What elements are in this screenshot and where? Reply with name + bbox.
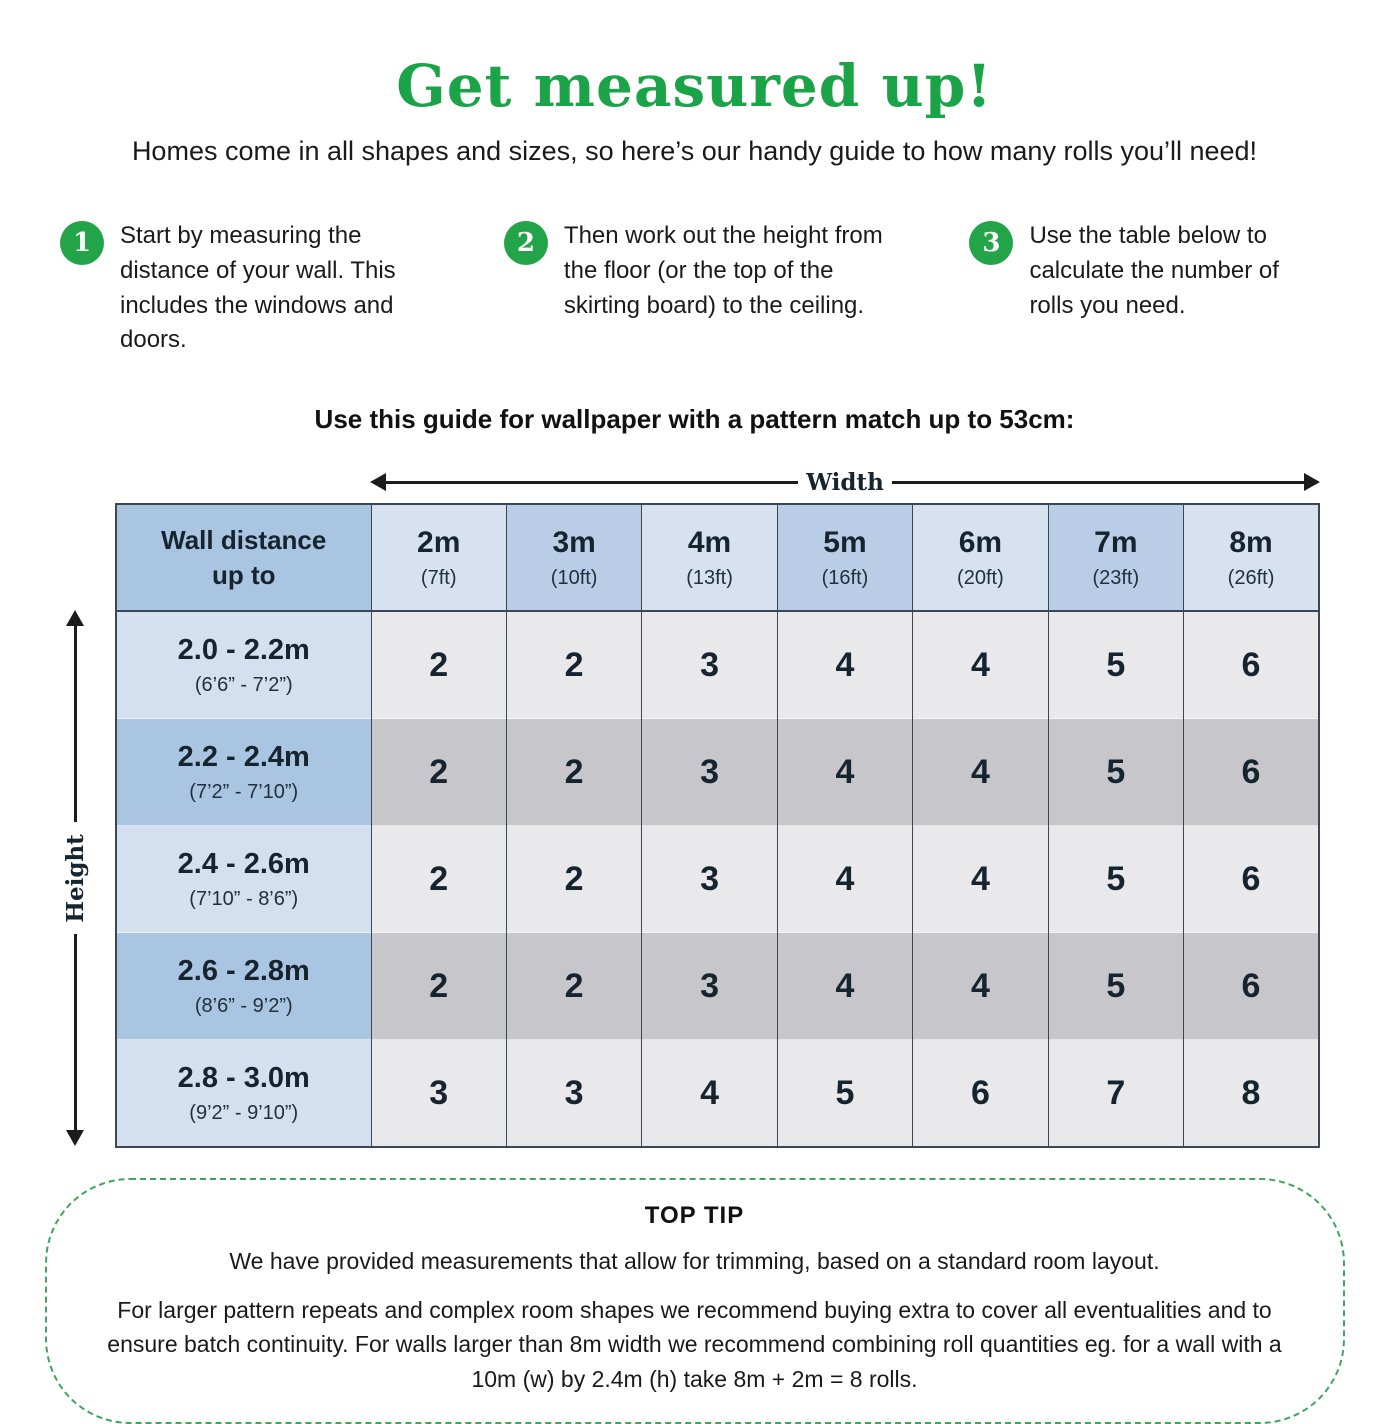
column-header-4m [642, 504, 777, 611]
row-range-m: 2.2 - 2.4m [177, 741, 310, 774]
table-row [116, 1040, 1319, 1148]
column-header-ft: (13ft) [686, 567, 733, 590]
column-header-m: 5m [823, 526, 867, 560]
top-tip-box [45, 1178, 1345, 1424]
roll-count-cell: 7 [1048, 1040, 1183, 1148]
column-header-ft: (7ft) [420, 567, 457, 590]
width-arrow-line [892, 481, 1304, 484]
row-range-ft: (7’10” - 8’6”) [189, 888, 299, 911]
column-header-ft: (23ft) [1092, 567, 1140, 590]
step-3-text: Use the table below to calculate the number of rolls you need. [1029, 222, 1279, 319]
column-header-ft: (16ft) [821, 567, 869, 590]
height-arrow-label: Height [61, 833, 89, 923]
column-header-3m [506, 504, 641, 611]
roll-count-cell: 5 [777, 1040, 912, 1148]
roll-count-cell: 2 [506, 611, 641, 719]
step-1-number-badge: 1 [60, 221, 104, 265]
roll-count-cell: 4 [642, 1040, 777, 1148]
width-arrow-line [386, 481, 798, 484]
corner-header-cell [116, 504, 371, 611]
height-arrow-line [74, 934, 77, 1130]
column-header-6m [913, 504, 1048, 611]
height-arrow-label-box [31, 822, 120, 934]
step-2-text: Then work out the height from the floor (or the top of the skirting board) to the ceiling. [563, 222, 883, 319]
subtitle: Homes come in all shapes and sizes, so here’s our handy guide to how many rolls you’ll need! [131, 136, 1258, 166]
column-header-m: 8m [1229, 526, 1273, 560]
steps-section [0, 219, 1389, 358]
width-arrow-label: Width [806, 468, 884, 496]
top-tip-line-1: We have provided measurements that allow for trimming, based on a standard room layout. [229, 1248, 1160, 1275]
row-range-m: 2.6 - 2.8m [177, 955, 310, 988]
roll-count-cell: 3 [642, 719, 777, 826]
roll-count-cell: 6 [1184, 826, 1319, 933]
roll-count-cell: 2 [506, 719, 641, 826]
rolls-table [115, 503, 1320, 1148]
column-header-m: 3m [552, 526, 596, 560]
roll-count-cell: 2 [371, 826, 506, 933]
column-header-m: 6m [958, 526, 1003, 560]
row-range-ft: (9’2” - 9’10”) [189, 1102, 299, 1125]
column-header-2m [371, 504, 506, 611]
roll-count-cell: 2 [506, 826, 641, 933]
arrow-down-icon [66, 1130, 84, 1146]
row-header-cell [116, 826, 371, 933]
corner-header-text: Wall distance up to [161, 524, 327, 590]
roll-count-cell: 3 [506, 1040, 641, 1148]
step-item-1 [60, 219, 434, 358]
roll-count-cell: 2 [506, 933, 641, 1040]
roll-count-cell: 3 [642, 826, 777, 933]
roll-count-cell: 2 [371, 719, 506, 826]
roll-count-cell: 4 [913, 611, 1048, 719]
step-2-number-badge: 2 [504, 221, 548, 265]
roll-count-cell: 6 [1184, 719, 1319, 826]
top-tip-line-2: For larger pattern repeats and complex room shapes we recommend buying extra to cover all eventualities and to ensure batch continuity. For walls larger than 8m width we recommend combining roll quantities eg. for a wall with a 10m (w) by 2.4m (h) take 8m + 2m = 8 rolls. [107, 1296, 1282, 1392]
width-arrow [370, 469, 1320, 495]
row-range-m: 2.0 - 2.2m [177, 634, 310, 667]
roll-count-cell: 4 [777, 933, 912, 1040]
arrow-left-icon [370, 473, 386, 491]
column-header-ft: (10ft) [550, 567, 598, 590]
roll-count-cell: 2 [371, 933, 506, 1040]
step-item-2 [504, 219, 900, 358]
page-title: Get measured up! [396, 52, 993, 120]
roll-count-cell: 8 [1184, 1040, 1319, 1148]
table-header-row [116, 504, 1319, 611]
row-range-ft: (8’6” - 9’2”) [194, 995, 293, 1018]
height-arrow [57, 610, 93, 1146]
top-tip-title: TOP TIP [644, 1202, 745, 1230]
table-row [116, 611, 1319, 719]
roll-count-cell: 5 [1048, 611, 1183, 719]
roll-count-cell: 4 [913, 826, 1048, 933]
row-header-cell [116, 719, 371, 826]
row-range-ft: (7’2” - 7’10”) [189, 781, 299, 804]
roll-count-cell: 3 [642, 611, 777, 719]
column-header-m: 7m [1094, 526, 1138, 560]
table-row [116, 933, 1319, 1040]
roll-count-cell: 5 [1048, 933, 1183, 1040]
row-header-cell [116, 1040, 371, 1148]
row-range-m: 2.4 - 2.6m [177, 848, 310, 881]
height-arrow-line [74, 626, 77, 822]
column-header-8m [1184, 504, 1319, 611]
roll-count-cell: 3 [371, 1040, 506, 1148]
arrow-up-icon [66, 610, 84, 626]
column-header-m: 4m [687, 526, 732, 560]
table-row [116, 719, 1319, 826]
roll-count-cell: 3 [642, 933, 777, 1040]
roll-count-cell: 6 [1184, 611, 1319, 719]
roll-count-cell: 5 [1048, 719, 1183, 826]
roll-count-cell: 4 [777, 826, 912, 933]
roll-count-cell: 4 [777, 719, 912, 826]
roll-count-cell: 6 [1184, 933, 1319, 1040]
roll-count-cell: 4 [913, 719, 1048, 826]
table-row [116, 826, 1319, 933]
row-range-m: 2.8 - 3.0m [177, 1062, 310, 1095]
row-header-cell [116, 933, 371, 1040]
roll-count-cell: 4 [913, 933, 1048, 1040]
row-range-ft: (6’6” - 7’2”) [194, 674, 293, 697]
arrow-right-icon [1304, 473, 1320, 491]
column-header-5m [777, 504, 912, 611]
column-header-m: 2m [417, 526, 461, 560]
step-3-number-badge: 3 [969, 221, 1013, 265]
column-header-ft: (20ft) [957, 567, 1004, 590]
row-header-cell [116, 611, 371, 719]
column-header-ft: (26ft) [1227, 567, 1275, 590]
roll-count-cell: 6 [913, 1040, 1048, 1148]
step-item-3 [969, 219, 1329, 358]
step-1-text: Start by measuring the distance of your wall. This includes the windows and doors. [120, 222, 396, 354]
column-header-7m [1048, 504, 1183, 611]
table-caption: Use this guide for wallpaper with a pattern match up to 53cm: [314, 404, 1075, 435]
roll-count-cell: 4 [777, 611, 912, 719]
table-area [61, 503, 1320, 1148]
roll-count-cell: 5 [1048, 826, 1183, 933]
roll-count-cell: 2 [371, 611, 506, 719]
